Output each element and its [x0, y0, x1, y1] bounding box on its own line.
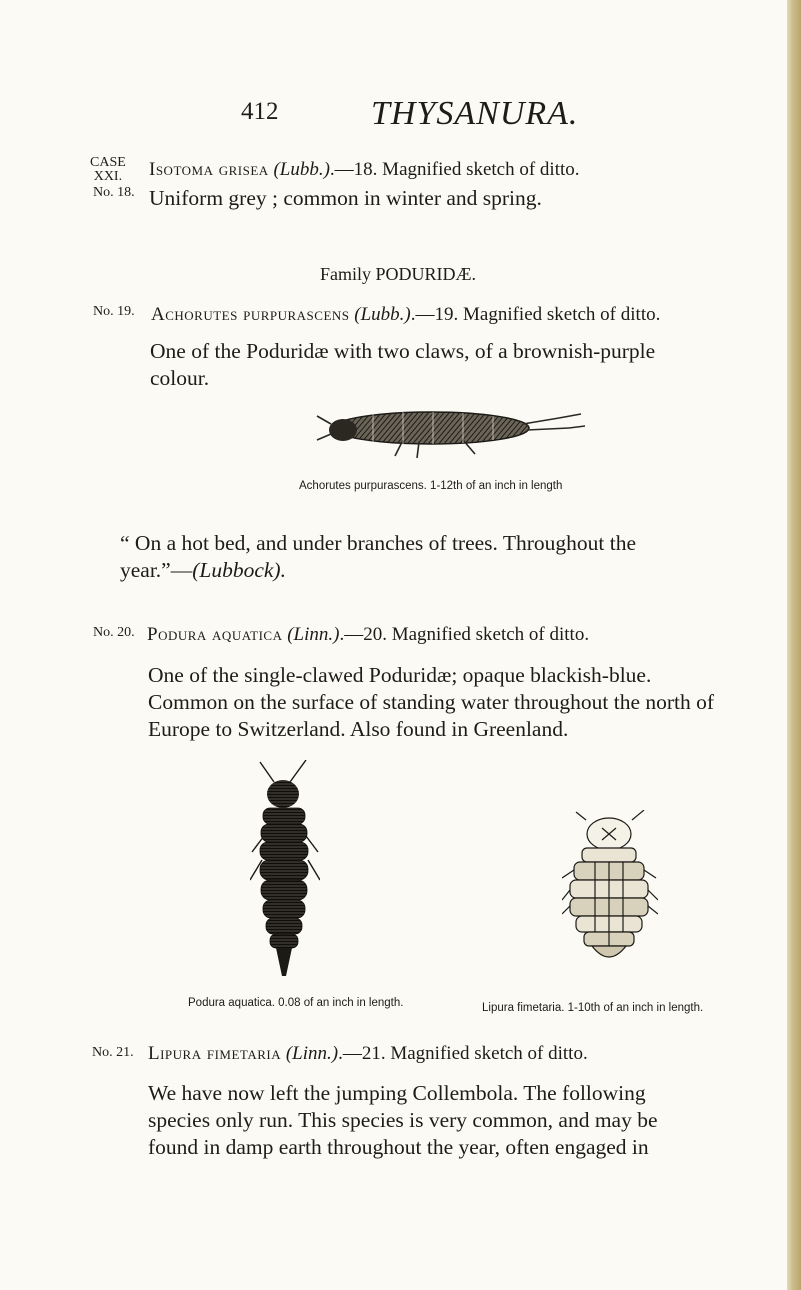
figure-reference: .—19. Magnified sketch of ditto. — [410, 304, 661, 325]
achorutes-illustration — [313, 400, 593, 460]
description-line: One of the Poduridæ with two claws, of a brownish-purple — [150, 339, 656, 363]
entry-heading-podura — [147, 624, 589, 646]
figure-reference: .—21. Magnified sketch of ditto. — [338, 1043, 588, 1064]
margin-no-21: No. 21. — [92, 1045, 134, 1060]
description-line: species only run. This species is very common, and may be — [148, 1108, 658, 1132]
description-line: Common on the surface of standing water throughout the north of — [148, 690, 715, 714]
species-name: Achorutes purpurascens — [151, 304, 350, 325]
species-authority: (Lubb.) — [273, 159, 330, 180]
description-line: We have now left the jumping Collembola. The following — [148, 1081, 646, 1105]
description-line: found in damp earth throughout the year, often engaged in — [148, 1135, 649, 1159]
margin-no-19: No. 19. — [93, 304, 135, 319]
species-name: Isotoma grisea — [149, 159, 269, 180]
quote-attribution: (Lubbock). — [192, 558, 286, 582]
figure-caption-lipura: Lipura fimetaria. 1-10th of an inch in length. — [482, 1002, 704, 1014]
species-authority: (Lubb.) — [354, 304, 411, 325]
margin-case — [90, 156, 126, 184]
entry-heading-isotoma — [149, 159, 580, 181]
figure-caption-podura: Podura aquatica. 0.08 of an inch in length. — [188, 997, 404, 1009]
page-edge — [787, 0, 801, 1290]
species-name: Lipura fimetaria — [148, 1043, 282, 1064]
entry-heading-lipura — [148, 1043, 588, 1065]
entry-description-lipura — [148, 1080, 658, 1161]
running-title: THYSANURA. — [371, 95, 579, 132]
species-name: Podura aquatica — [147, 624, 283, 645]
podura-illustration — [250, 760, 320, 990]
entry-description-podura — [148, 662, 714, 743]
figure-reference: .—20. Magnified sketch of ditto. — [339, 624, 590, 645]
entry-description-achorutes — [150, 338, 655, 392]
quote-line — [120, 557, 636, 584]
page-number: 412 — [241, 98, 279, 125]
figure-caption-achorutes: Achorutes purpurascens. 1-12th of an inch in length — [299, 480, 563, 492]
margin-no-18: No. 18. — [93, 185, 135, 200]
quote-lubbock — [120, 530, 636, 584]
species-authority: (Linn.) — [285, 1043, 339, 1064]
description-line: One of the single-clawed Poduridæ; opaque blackish-blue. — [148, 663, 652, 687]
quote-line: “ On a hot bed, and under branches of trees. Throughout the — [120, 531, 637, 555]
entry-description-isotoma: Uniform grey ; common in winter and spring. — [149, 186, 542, 210]
figure-reference: .—18. Magnified sketch of ditto. — [329, 159, 580, 180]
margin-no-20: No. 20. — [93, 625, 135, 640]
quote-text: year.”— — [120, 558, 193, 582]
lipura-illustration — [562, 810, 658, 970]
entry-heading-achorutes — [151, 304, 660, 326]
description-line: colour. — [150, 366, 210, 390]
margin-case-number: XXI. — [93, 169, 123, 184]
species-authority: (Linn.) — [287, 624, 340, 645]
description-line: Europe to Switzerland. Also found in Greenland. — [148, 717, 569, 741]
family-heading: Family PODURIDÆ. — [320, 264, 477, 284]
margin-case-label: CASE — [90, 155, 126, 170]
